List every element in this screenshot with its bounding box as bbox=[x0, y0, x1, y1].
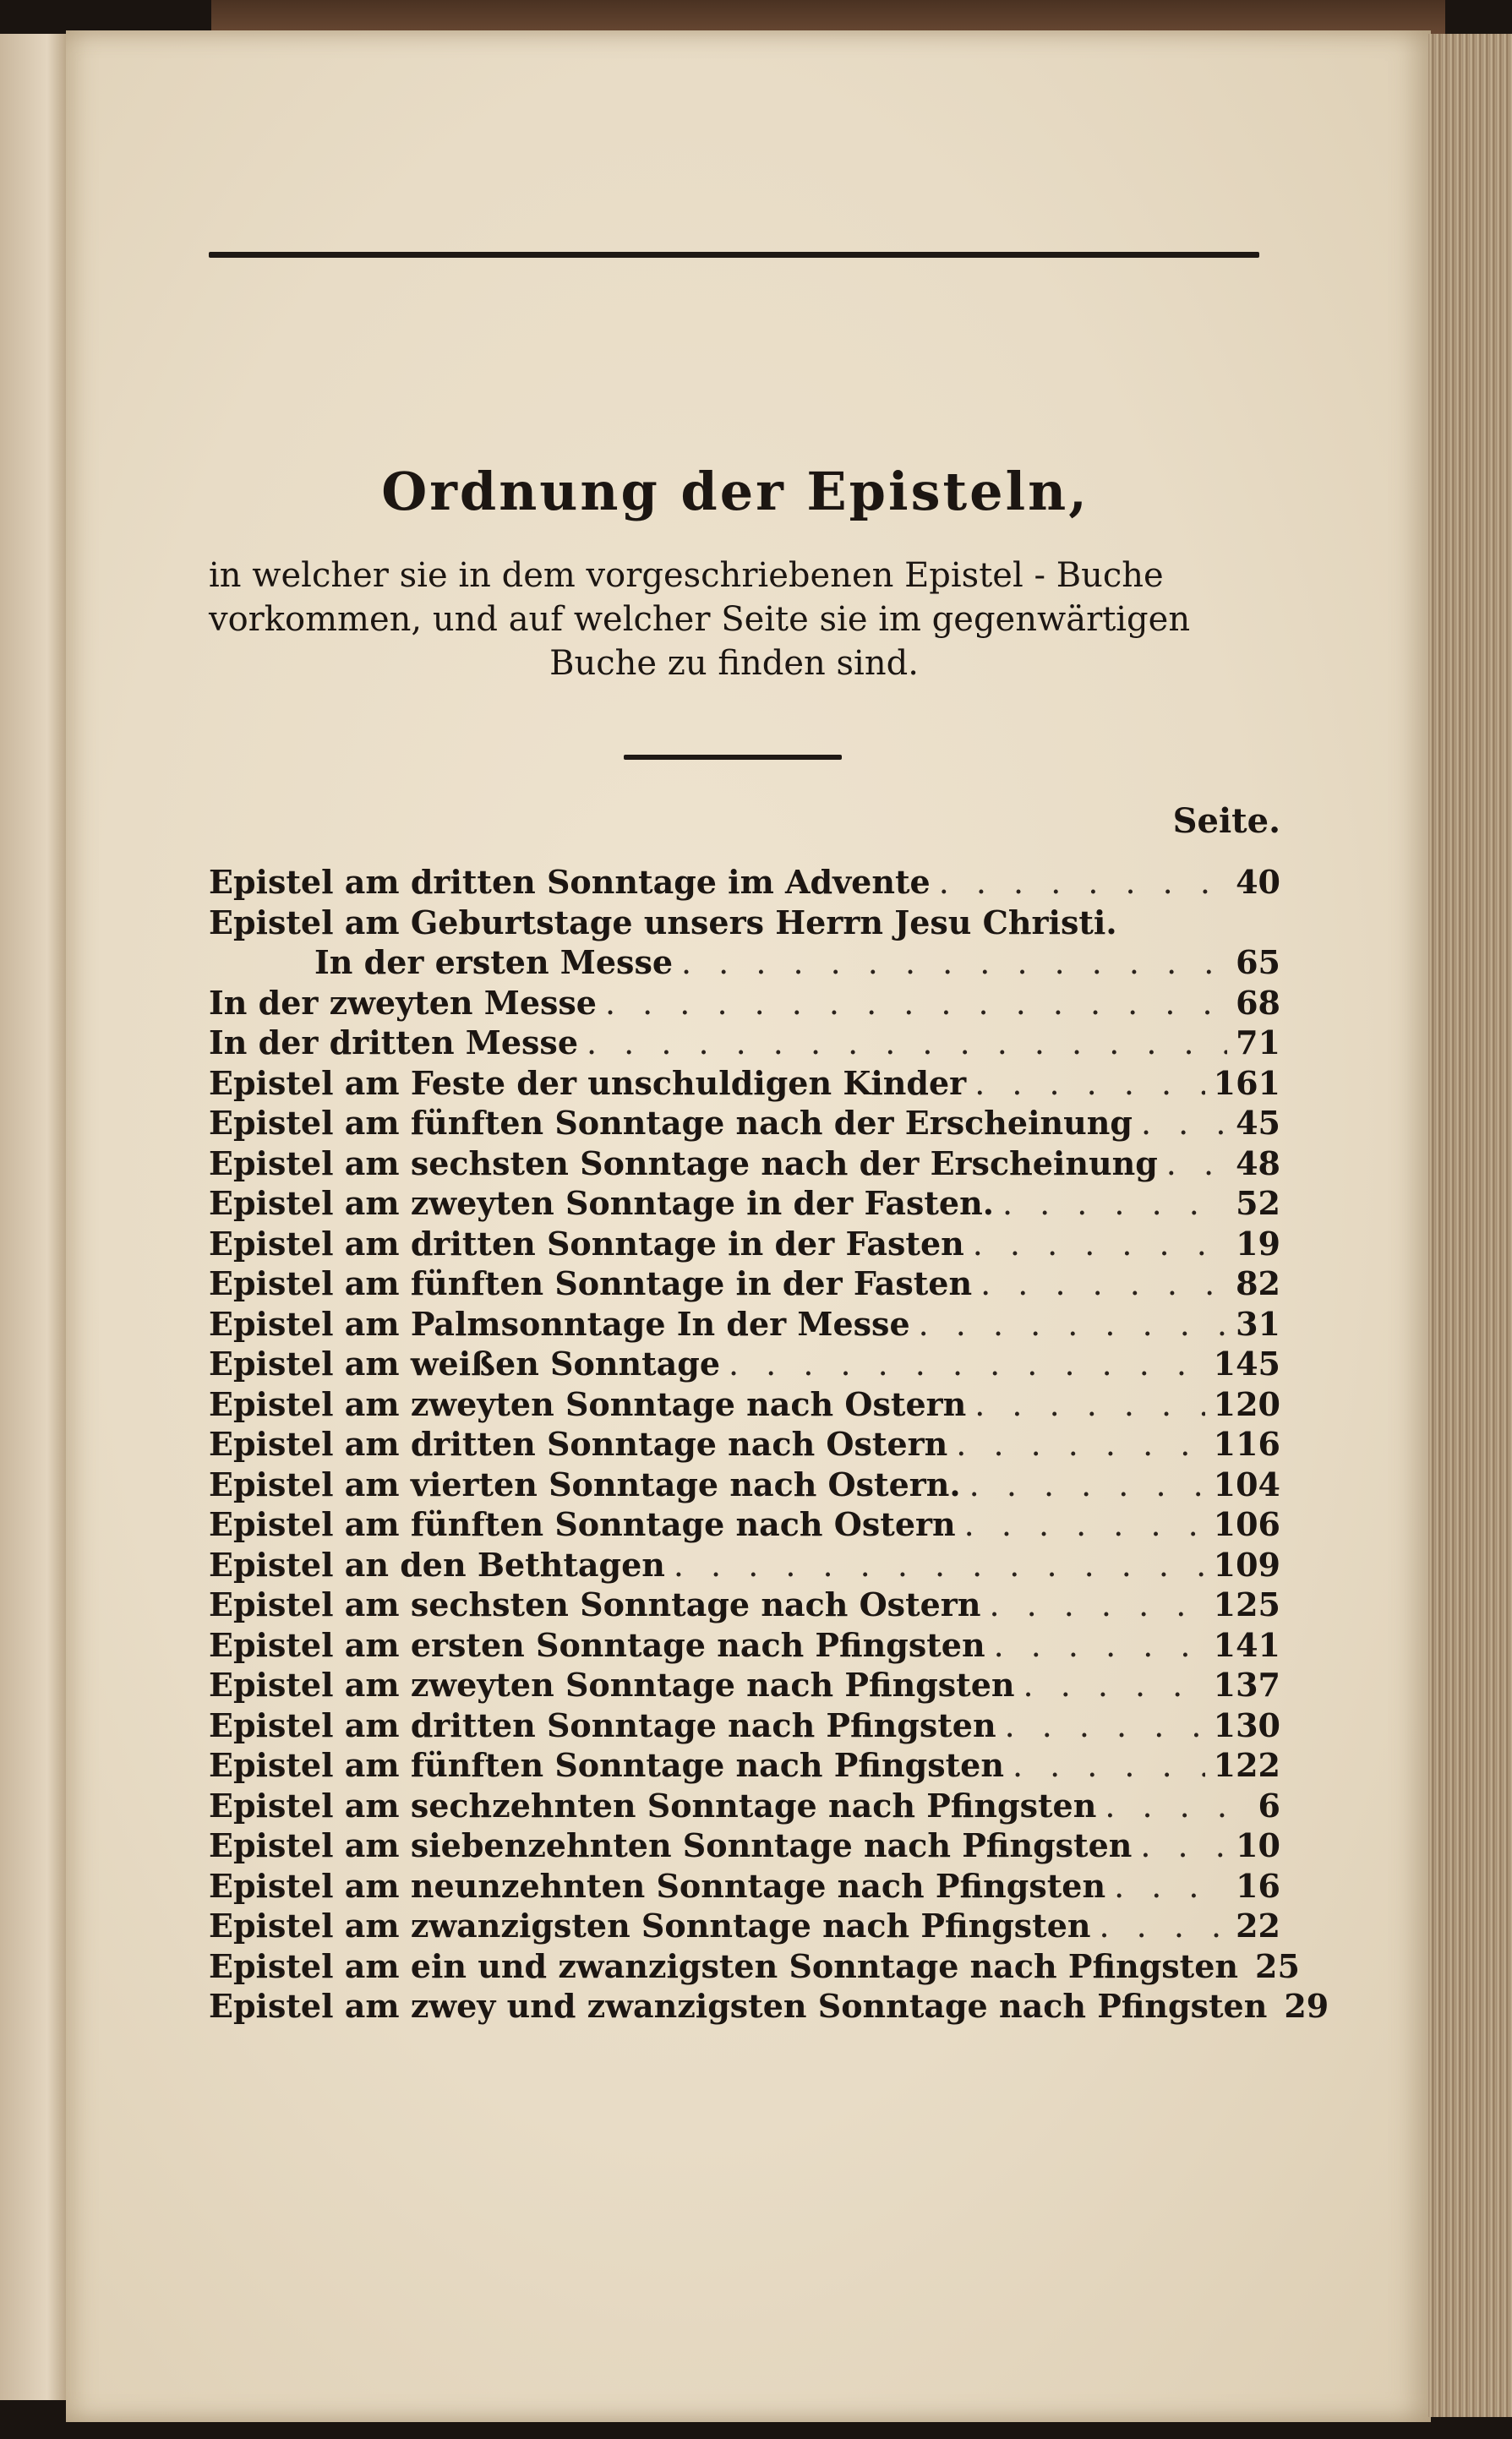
table-of-contents bbox=[209, 862, 1329, 2027]
dot-leader bbox=[1013, 1746, 1205, 1787]
toc-entry-page: 22 bbox=[1236, 1907, 1280, 1945]
toc-entry-page: 48 bbox=[1236, 1143, 1280, 1182]
dot-leader bbox=[1114, 1867, 1227, 1907]
dot-leader bbox=[674, 1546, 1205, 1586]
column-header-page: Seite. bbox=[1172, 801, 1280, 841]
toc-entry-page: 145 bbox=[1213, 1345, 1280, 1383]
toc-entry-page: 141 bbox=[1213, 1625, 1280, 1664]
toc-entry-label: Epistel am siebenzehnten Sonntage nach Pfingsten bbox=[209, 1826, 1133, 1864]
toc-row bbox=[209, 942, 1280, 983]
toc-row bbox=[209, 1224, 1280, 1264]
toc-entry-label: In der zweyten Messe bbox=[209, 983, 597, 1022]
page-subtitle bbox=[209, 554, 1259, 685]
toc-entry-page: 25 bbox=[1255, 1946, 1300, 1985]
toc-entry-label: Epistel am zweyten Sonntage in der Fasten. bbox=[209, 1184, 994, 1222]
dot-leader bbox=[1023, 1666, 1205, 1706]
dot-leader bbox=[973, 1225, 1227, 1265]
toc-entry-page: 6 bbox=[1258, 1786, 1280, 1825]
toc-row bbox=[209, 1585, 1280, 1625]
toc-row bbox=[209, 1665, 1280, 1705]
dot-leader bbox=[989, 1585, 1204, 1626]
toc-row bbox=[209, 903, 1280, 943]
toc-entry-label: Epistel am dritten Sonntage im Advente bbox=[209, 863, 931, 901]
dot-leader bbox=[994, 1626, 1205, 1667]
toc-entry-label: Epistel am fünften Sonntage nach der Erscheinung bbox=[209, 1104, 1133, 1142]
toc-entry-label: In der ersten Messe bbox=[314, 943, 674, 981]
toc-entry-label: Epistel am dritten Sonntage nach Ostern bbox=[209, 1425, 948, 1463]
toc-row bbox=[209, 1745, 1280, 1786]
dot-leader bbox=[729, 1345, 1205, 1385]
toc-entry-label: Epistel am zwanzigsten Sonntage nach Pfingsten bbox=[209, 1907, 1091, 1945]
toc-entry-page: 45 bbox=[1236, 1104, 1280, 1142]
toc-entry-label: Epistel am Geburtstage unsers Herrn Jesu Christi. bbox=[209, 903, 1117, 941]
toc-entry-page: 104 bbox=[1213, 1465, 1280, 1503]
toc-entry-page: 29 bbox=[1284, 1987, 1329, 2025]
toc-entry-label: Epistel an den Bethtagen bbox=[209, 1545, 665, 1584]
toc-entry-label: Epistel am fünften Sonntage nach Ostern bbox=[209, 1505, 956, 1543]
toc-entry-page: 109 bbox=[1213, 1545, 1280, 1584]
dot-leader bbox=[681, 943, 1227, 984]
dot-leader bbox=[939, 863, 1227, 903]
toc-entry-label: Epistel am ein und zwanzigsten Sonntage nach Pfingsten bbox=[209, 1946, 1239, 1985]
dot-leader bbox=[980, 1264, 1227, 1305]
toc-row bbox=[209, 1424, 1280, 1465]
toc-entry-label: Epistel am zwey und zwanzigsten Sonntage nach Pfingsten bbox=[209, 1987, 1268, 2025]
divider-rule bbox=[624, 755, 842, 760]
dot-leader bbox=[587, 1023, 1227, 1064]
dot-leader bbox=[919, 1305, 1227, 1345]
toc-row bbox=[209, 1183, 1280, 1224]
toc-row bbox=[209, 1384, 1280, 1425]
subtitle-line: in welcher sie in dem vorgeschriebenen Epistel - Buche bbox=[209, 556, 1164, 595]
toc-row bbox=[209, 1786, 1280, 1826]
page-stack-edges bbox=[1428, 34, 1512, 2417]
toc-entry-page: 65 bbox=[1236, 943, 1280, 981]
dot-leader bbox=[969, 1465, 1205, 1506]
dot-leader bbox=[974, 1385, 1204, 1426]
dot-leader bbox=[964, 1505, 1205, 1546]
toc-row bbox=[209, 1625, 1280, 1666]
toc-entry-page: 68 bbox=[1236, 983, 1280, 1022]
dot-leader bbox=[1100, 1907, 1228, 1947]
toc-entry-page: 116 bbox=[1213, 1425, 1280, 1463]
subtitle-line: Buche zu finden sind. bbox=[549, 644, 919, 683]
toc-row bbox=[209, 1825, 1280, 1866]
toc-row bbox=[209, 1344, 1280, 1384]
toc-entry-label: Epistel am Feste der unschuldigen Kinder bbox=[209, 1063, 967, 1102]
toc-entry-label: Epistel am sechsten Sonntage nach Ostern bbox=[209, 1585, 981, 1623]
toc-entry-label: Epistel am sechzehnten Sonntage nach Pfingsten bbox=[209, 1786, 1097, 1825]
toc-entry-page: 52 bbox=[1236, 1184, 1280, 1222]
toc-entry-label: Epistel am zweyten Sonntage nach Ostern bbox=[209, 1384, 967, 1423]
toc-entry-page: 120 bbox=[1213, 1384, 1280, 1423]
dot-leader bbox=[605, 984, 1227, 1024]
dot-leader bbox=[1105, 1787, 1228, 1827]
toc-entry-page: 161 bbox=[1213, 1063, 1280, 1102]
facing-page-edge bbox=[0, 34, 68, 2400]
toc-entry-label: Epistel am sechsten Sonntage nach der Erscheinung bbox=[209, 1143, 1158, 1182]
toc-entry-page: 137 bbox=[1213, 1666, 1280, 1704]
toc-row bbox=[209, 1545, 1280, 1585]
toc-row bbox=[209, 862, 1280, 903]
toc-entry-label: Epistel am vierten Sonntage nach Ostern. bbox=[209, 1465, 961, 1503]
dot-leader bbox=[1140, 1826, 1227, 1867]
subtitle-line: vorkommen, und auf welcher Seite sie im gegenwärtigen bbox=[209, 600, 1191, 639]
toc-row bbox=[209, 1103, 1280, 1143]
toc-row bbox=[209, 1304, 1280, 1345]
dot-leader bbox=[1141, 1104, 1227, 1144]
toc-entry-page: 16 bbox=[1236, 1866, 1280, 1905]
dot-leader bbox=[1166, 1144, 1227, 1185]
toc-row bbox=[209, 1705, 1280, 1746]
header-rule bbox=[209, 252, 1259, 258]
toc-entry-page: 82 bbox=[1236, 1264, 1280, 1302]
toc-entry-label: Epistel am neunzehnten Sonntage nach Pfingsten bbox=[209, 1866, 1106, 1905]
toc-entry-label: Epistel am fünften Sonntage in der Fasten bbox=[209, 1264, 973, 1302]
toc-row bbox=[209, 1866, 1280, 1907]
toc-entry-page: 31 bbox=[1236, 1304, 1280, 1343]
toc-entry-page: 130 bbox=[1213, 1705, 1280, 1744]
toc-row bbox=[209, 983, 1280, 1023]
toc-row bbox=[209, 1504, 1280, 1545]
toc-row bbox=[209, 1263, 1280, 1304]
toc-entry-page: 19 bbox=[1236, 1224, 1280, 1263]
page-title: Ordnung der Episteln, bbox=[381, 461, 1089, 522]
dot-leader bbox=[974, 1064, 1204, 1105]
toc-entry-page: 71 bbox=[1236, 1023, 1280, 1061]
toc-row bbox=[209, 1063, 1280, 1104]
toc-row bbox=[209, 1023, 1280, 1063]
toc-row bbox=[209, 1465, 1280, 1505]
toc-entry-label: Epistel am Palmsonntage In der Messe bbox=[209, 1304, 910, 1343]
dot-leader bbox=[1002, 1184, 1227, 1225]
toc-entry-label: Epistel am dritten Sonntage in der Fasten bbox=[209, 1224, 964, 1263]
toc-row bbox=[209, 1906, 1280, 1946]
toc-entry-label: Epistel am dritten Sonntage nach Pfingsten bbox=[209, 1705, 996, 1744]
toc-row bbox=[209, 1946, 1300, 1987]
dot-leader bbox=[1005, 1706, 1205, 1747]
toc-entry-page: 10 bbox=[1236, 1826, 1280, 1864]
toc-entry-label: Epistel am zweyten Sonntage nach Pfingsten bbox=[209, 1666, 1015, 1704]
toc-entry-label: Epistel am weißen Sonntage bbox=[209, 1345, 721, 1383]
toc-entry-label: Epistel am ersten Sonntage nach Pfingsten bbox=[209, 1625, 985, 1664]
toc-entry-label: In der dritten Messe bbox=[209, 1023, 578, 1061]
toc-entry-label: Epistel am fünften Sonntage nach Pfingsten bbox=[209, 1746, 1004, 1784]
toc-row bbox=[209, 1986, 1329, 2027]
dot-leader bbox=[956, 1425, 1204, 1465]
toc-entry-page: 40 bbox=[1236, 863, 1280, 901]
toc-entry-page: 125 bbox=[1213, 1585, 1280, 1623]
toc-entry-page: 106 bbox=[1213, 1505, 1280, 1543]
toc-entry-page: 122 bbox=[1213, 1746, 1280, 1784]
toc-row bbox=[209, 1143, 1280, 1184]
